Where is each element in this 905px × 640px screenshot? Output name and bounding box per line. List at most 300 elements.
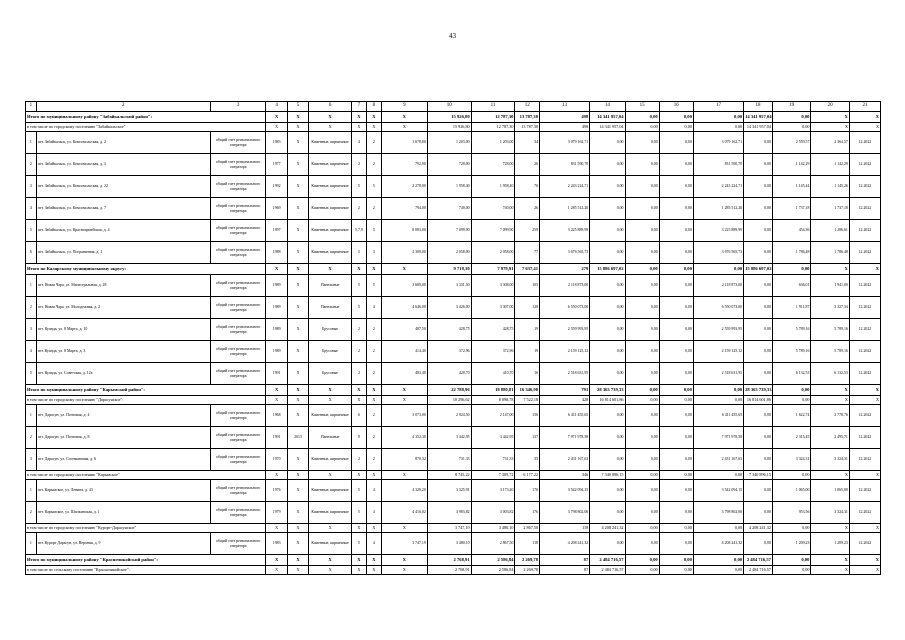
value-cell: 3 324,31 xyxy=(811,502,849,524)
total-row xyxy=(26,112,881,123)
value-cell: 0,00 xyxy=(590,132,625,154)
value-cell: 0,00 xyxy=(744,275,773,297)
value-cell: 0,00 xyxy=(772,396,810,405)
value-cell: 1 209,23 xyxy=(772,533,810,555)
value-cell: X xyxy=(849,471,880,480)
value-cell: 176 xyxy=(515,502,540,524)
value-cell: 0,00 xyxy=(625,405,659,427)
value-cell: 0,00 xyxy=(744,319,773,341)
value-cell: 0,00 xyxy=(625,275,659,297)
value-cell: 870,32 xyxy=(381,449,427,471)
value-cell: 1 622,74 xyxy=(772,405,810,427)
column-number-cell: 13 xyxy=(540,102,590,112)
value-cell: 3 331,50 xyxy=(427,275,471,297)
value-cell: 12.2022 xyxy=(849,132,880,154)
value-cell: 12.2022 xyxy=(849,242,880,264)
address-cell: пгт. Дарасун, ул. Сгоемывчная, д. 6 xyxy=(36,449,210,471)
value-cell: 7 971 978,58 xyxy=(540,427,590,449)
value-cell: 7 979,91 xyxy=(471,264,515,275)
value-cell: X xyxy=(366,385,381,396)
value-cell: X xyxy=(811,566,849,575)
value-cell: 0,00 xyxy=(590,341,625,363)
year-built-cell: 1991 xyxy=(266,427,287,449)
value-cell: X xyxy=(287,264,308,275)
value-cell: 15 926,80 xyxy=(427,112,471,123)
value-cell: 0,00 xyxy=(744,297,773,319)
value-cell: 0,00 xyxy=(659,341,693,363)
value-cell: 8 083,00 xyxy=(381,220,427,242)
value-cell: X xyxy=(811,396,849,405)
address-cell: пгт. Карымское, ул. Ленина, д. 43 xyxy=(36,480,210,502)
value-cell: 0,00 xyxy=(625,220,659,242)
row-number-cell: 6 xyxy=(26,242,37,264)
year-built-cell: 1983 xyxy=(266,533,287,555)
column-number-cell: 8 xyxy=(366,102,381,112)
subtotal-row xyxy=(26,566,881,575)
value-cell: 12.2022 xyxy=(849,480,880,502)
value-cell: 0,00 xyxy=(590,405,625,427)
floors-cell: 5 xyxy=(351,242,366,264)
value-cell: X xyxy=(849,524,880,533)
value-cell: 1 065,00 xyxy=(811,480,849,502)
row-number-cell: 2 xyxy=(26,502,37,524)
value-cell: 0,00 xyxy=(659,297,693,319)
fund-method-cell: общий счет регионального оператора xyxy=(210,198,266,220)
entrances-cell: 4 xyxy=(366,502,381,524)
value-cell: 0,00 xyxy=(772,555,810,566)
value-cell: 12.2022 xyxy=(849,176,880,198)
row-label-cell: Итого по муниципальному району "Карымский район": xyxy=(26,385,266,396)
entrances-cell: 3 xyxy=(366,242,381,264)
table-row xyxy=(26,297,881,319)
address-cell: пгт. Забайкальск, ул. Комсомольская, д. 3 xyxy=(36,154,210,176)
value-cell: 0,00 xyxy=(772,566,810,575)
fund-method-cell: общий счет регионального оператора xyxy=(210,242,266,264)
value-cell: 1 203,00 xyxy=(427,132,471,154)
value-cell: 8 098,78 xyxy=(471,396,515,405)
value-cell: 0,00 xyxy=(625,427,659,449)
value-cell: 0,00 xyxy=(625,566,659,575)
value-cell: 0,00 xyxy=(659,220,693,242)
year-built-cell: 1976 xyxy=(266,480,287,502)
value-cell: 22 788,96 xyxy=(427,385,471,396)
table-row xyxy=(26,480,881,502)
wall-material-cell: Каменные, кирпичные xyxy=(309,176,352,198)
year-built-cell: 1977 xyxy=(266,154,287,176)
entrances-cell: 2 xyxy=(366,319,381,341)
value-cell: 2 431 167,63 xyxy=(693,449,743,471)
value-cell: 3 079 162,71 xyxy=(540,132,590,154)
row-number-cell: 1 xyxy=(26,405,37,427)
value-cell: 2 315,45 xyxy=(772,427,810,449)
value-cell: 13 787,30 xyxy=(515,112,540,123)
value-cell: 14 341 957,04 xyxy=(590,123,625,132)
value-cell: 34 xyxy=(515,132,540,154)
value-cell: 0,00 xyxy=(659,275,693,297)
table-row xyxy=(26,502,881,524)
value-cell: 794,00 xyxy=(381,198,427,220)
wall-material-cell: Каменные, кирпичные xyxy=(309,502,352,524)
value-cell: X xyxy=(309,112,352,123)
value-cell: 26 xyxy=(515,198,540,220)
value-cell: 0,00 xyxy=(625,449,659,471)
address-cell: пгт. Новая Чара, ул. Магистральная, д. 28 xyxy=(36,275,210,297)
value-cell: 3 225 889,99 xyxy=(693,220,743,242)
value-cell: 731,33 xyxy=(427,449,471,471)
fund-method-cell: общий счет регионального оператора xyxy=(210,449,266,471)
floors-cell: 6 xyxy=(351,405,366,427)
value-cell: 3 689,00 xyxy=(381,275,427,297)
value-cell: X xyxy=(366,123,381,132)
value-cell: 0,00 xyxy=(693,566,743,575)
value-cell: 0,00 xyxy=(659,533,693,555)
year-reconstruction-cell: X xyxy=(287,405,308,427)
value-cell: 0,00 xyxy=(625,341,659,363)
value-cell: 12.2022 xyxy=(849,154,880,176)
value-cell: 1 737,18 xyxy=(772,198,810,220)
value-cell: 0,00 xyxy=(659,264,693,275)
column-number-cell: 15 xyxy=(625,102,659,112)
value-cell: 15 886 697,02 xyxy=(744,264,773,275)
value-cell: X xyxy=(381,566,427,575)
entrances-cell: 2 xyxy=(366,363,381,385)
value-cell: X xyxy=(381,385,427,396)
value-cell: X xyxy=(266,471,287,480)
value-cell: 1 209,23 xyxy=(811,533,849,555)
fund-method-cell: общий счет регионального оператора xyxy=(210,132,266,154)
entrances-cell: 5 xyxy=(366,176,381,198)
entrances-cell: 5 xyxy=(366,220,381,242)
row-number-cell: 3 xyxy=(26,319,37,341)
value-cell: 2 364,57 xyxy=(811,132,849,154)
value-cell: 1 285 512,20 xyxy=(540,198,590,220)
value-cell: X xyxy=(381,112,427,123)
value-cell: 0,00 xyxy=(590,154,625,176)
subtotal-row xyxy=(26,471,881,480)
value-cell: 1 786,48 xyxy=(772,242,810,264)
address-cell: пгт. Дарасун, ул. Почтовая, д. 4 xyxy=(36,405,210,427)
year-built-cell: 1970 xyxy=(266,449,287,471)
value-cell: 1 678,00 xyxy=(381,132,427,154)
value-cell: 12.2022 xyxy=(849,275,880,297)
wall-material-cell: Каменные, кирпичные xyxy=(309,220,352,242)
value-cell: 3 308,00 xyxy=(471,275,515,297)
row-label-cell: в том числе по городскому поселению "Курорт-Дарасунское" xyxy=(26,524,266,533)
value-cell: 1 911,87 xyxy=(772,297,810,319)
value-cell: X xyxy=(849,385,880,396)
wall-material-cell: Каменные, кирпичные xyxy=(309,449,352,471)
value-cell: 19 xyxy=(515,341,540,363)
value-cell: 0,00 xyxy=(659,385,693,396)
value-cell: X xyxy=(811,123,849,132)
value-cell: 2 559 993,95 xyxy=(540,319,590,341)
year-reconstruction-cell: X xyxy=(287,319,308,341)
address-cell: пгт. Забайкальск, ул. Красноармейская, д. 4 xyxy=(36,220,210,242)
value-cell: 1 142,29 xyxy=(811,154,849,176)
table-row xyxy=(26,154,881,176)
wall-material-cell: Каменные, кирпичные xyxy=(309,242,352,264)
value-cell: 0,00 xyxy=(772,471,810,480)
value-cell: 731,33 xyxy=(471,449,515,471)
value-cell: 346 xyxy=(540,471,590,480)
value-cell: 0,00 xyxy=(659,471,693,480)
row-number-cell: 2 xyxy=(26,427,37,449)
value-cell: 0,00 xyxy=(744,363,773,385)
value-cell: 2 867,50 xyxy=(515,524,540,533)
value-cell: 0,00 xyxy=(693,555,743,566)
row-label-cell: Итого по муниципальному району "Забайкальский район": xyxy=(26,112,266,123)
value-cell: 454,36 xyxy=(772,220,810,242)
value-cell: 3 003,82 xyxy=(471,502,515,524)
fund-method-cell: общий счет регионального оператора xyxy=(210,480,266,502)
value-cell: 0,00 xyxy=(625,396,659,405)
value-cell: X xyxy=(811,555,849,566)
value-cell: X xyxy=(351,264,366,275)
fund-method-cell: общий счет регионального оператора xyxy=(210,297,266,319)
value-cell: 3 327,34 xyxy=(811,297,849,319)
value-cell: 28 363 739,33 xyxy=(590,385,625,396)
value-cell: 0,00 xyxy=(659,427,693,449)
value-cell: 791 xyxy=(540,385,590,396)
row-number-cell: 2 xyxy=(26,154,37,176)
value-cell: 3 676 565,73 xyxy=(540,242,590,264)
value-cell: 12.2022 xyxy=(849,405,880,427)
year-reconstruction-cell: X xyxy=(287,297,308,319)
value-cell: X xyxy=(381,123,427,132)
value-cell: 12.2022 xyxy=(849,341,880,363)
value-cell: 0,00 xyxy=(590,533,625,555)
value-cell: 7 340 896,15 xyxy=(744,471,773,480)
row-number-cell: 4 xyxy=(26,341,37,363)
value-cell: 3 079 162,71 xyxy=(693,132,743,154)
value-cell: 3 542 094,15 xyxy=(693,480,743,502)
column-number-cell: 14 xyxy=(590,102,625,112)
column-number-cell: 9 xyxy=(381,102,427,112)
floors-cell: 5 xyxy=(351,533,366,555)
value-cell: 0,00 xyxy=(659,123,693,132)
value-cell: 6 411 455,65 xyxy=(693,405,743,427)
address-cell: пгт. Куанда, ул. 8 Марта, д. 3 xyxy=(36,341,210,363)
floors-cell: 2 xyxy=(351,154,366,176)
value-cell: 77 xyxy=(515,242,540,264)
value-cell: 0,00 xyxy=(625,132,659,154)
value-cell: 728,00 xyxy=(471,154,515,176)
column-number-cell: 2 xyxy=(36,102,210,112)
year-reconstruction-cell: X xyxy=(287,242,308,264)
value-cell: X xyxy=(309,566,352,575)
value-cell: 6 177,22 xyxy=(515,471,540,480)
value-cell: X xyxy=(309,555,352,566)
value-cell: 2 586,84 xyxy=(471,555,515,566)
row-number-cell: 1 xyxy=(26,275,37,297)
value-cell: 3 225 889,99 xyxy=(540,220,590,242)
table-row xyxy=(26,363,881,385)
value-cell: X xyxy=(266,566,287,575)
value-cell: 0,00 xyxy=(590,319,625,341)
value-cell: 4 646,00 xyxy=(381,297,427,319)
value-cell: 7 309,72 xyxy=(471,471,515,480)
value-cell: 0,00 xyxy=(625,198,659,220)
entrances-cell: 4 xyxy=(366,480,381,502)
value-cell: X xyxy=(366,566,381,575)
year-reconstruction-cell: X xyxy=(287,132,308,154)
value-cell: 740,00 xyxy=(427,198,471,220)
value-cell: 7 340 896,15 xyxy=(590,471,625,480)
value-cell: 118 xyxy=(515,533,540,555)
value-cell: 2 484 716,57 xyxy=(590,566,625,575)
fund-method-cell: общий счет регионального оператора xyxy=(210,176,266,198)
value-cell: 1 203,00 xyxy=(471,132,515,154)
value-cell: 3 798 802,00 xyxy=(693,502,743,524)
fund-method-cell: общий счет регионального оператора xyxy=(210,319,266,341)
value-cell: X xyxy=(381,555,427,566)
value-cell: 728,00 xyxy=(427,154,471,176)
subtotal-row xyxy=(26,524,881,533)
value-cell: 0,00 xyxy=(659,176,693,198)
value-cell: 2 147,00 xyxy=(471,405,515,427)
year-built-cell: 1969 xyxy=(266,198,287,220)
value-cell: 4 416,02 xyxy=(381,502,427,524)
value-cell: 120 xyxy=(515,297,540,319)
value-cell: X xyxy=(351,112,366,123)
value-cell: 428,75 xyxy=(427,319,471,341)
address-cell: пгт. Новая Чара, ул. Молодежная, д. 2 xyxy=(36,297,210,319)
year-reconstruction-cell: X xyxy=(287,341,308,363)
table-row xyxy=(26,220,881,242)
value-cell: 6 550 073,00 xyxy=(540,297,590,319)
value-cell: X xyxy=(351,123,366,132)
value-cell: X xyxy=(287,524,308,533)
value-cell: 7 099,90 xyxy=(471,220,515,242)
value-cell: 3 442,95 xyxy=(471,427,515,449)
value-cell: 0,00 xyxy=(625,555,659,566)
value-cell: 0,00 xyxy=(590,275,625,297)
value-cell: 0,00 xyxy=(659,405,693,427)
value-cell: 2 768,91 xyxy=(427,555,471,566)
value-cell: 87 xyxy=(540,566,590,575)
value-cell: 4 329,20 xyxy=(381,480,427,502)
value-cell: 0,00 xyxy=(625,242,659,264)
value-cell: 4 208 241,32 xyxy=(540,533,590,555)
table-row xyxy=(26,198,881,220)
value-cell: 156 xyxy=(515,405,540,427)
value-cell: 5 789,16 xyxy=(811,319,849,341)
value-cell: 2 118 873,00 xyxy=(540,275,590,297)
value-cell: 26 xyxy=(515,154,540,176)
value-cell: X xyxy=(309,123,352,132)
floors-cell: 2 xyxy=(351,341,366,363)
value-cell: X xyxy=(366,555,381,566)
column-number-cell: 11 xyxy=(471,102,515,112)
value-cell: 0,00 xyxy=(590,363,625,385)
value-cell: X xyxy=(366,524,381,533)
column-number-cell: 21 xyxy=(849,102,880,112)
address-cell: пгт. Куанда, ул. Советская, д. 12а xyxy=(36,363,210,385)
value-cell: 2 278,00 xyxy=(381,176,427,198)
value-cell: 0,00 xyxy=(625,112,659,123)
value-cell: 12 787,30 xyxy=(471,123,515,132)
value-cell: 0,00 xyxy=(590,220,625,242)
value-cell: 0,00 xyxy=(659,566,693,575)
value-cell: 3 307,00 xyxy=(471,297,515,319)
value-cell: 5 789,16 xyxy=(772,341,810,363)
year-reconstruction-cell: X xyxy=(287,533,308,555)
year-built-cell: 1991 xyxy=(266,363,287,385)
year-built-cell: 1992 xyxy=(266,176,287,198)
capital-repair-table xyxy=(25,101,881,575)
value-cell: 1 786,48 xyxy=(811,242,849,264)
value-cell: X xyxy=(811,471,849,480)
value-cell: 0,00 xyxy=(659,154,693,176)
value-cell: X xyxy=(366,112,381,123)
value-cell: X xyxy=(351,471,366,480)
value-cell: 176 xyxy=(515,480,540,502)
value-cell: 35 xyxy=(515,449,540,471)
floors-cell: 5 xyxy=(351,275,366,297)
value-cell: X xyxy=(366,471,381,480)
value-cell: 14 341 957,04 xyxy=(590,112,625,123)
table-row xyxy=(26,132,881,154)
table-row xyxy=(26,533,881,555)
value-cell: 0,00 xyxy=(693,471,743,480)
value-cell: 6 550 073,00 xyxy=(693,297,743,319)
column-number-cell: 20 xyxy=(811,102,849,112)
value-cell: X xyxy=(351,396,366,405)
value-cell: 28 363 739,33 xyxy=(744,385,773,396)
value-cell: 15 886 697,02 xyxy=(590,264,625,275)
value-cell: 0,00 xyxy=(625,480,659,502)
column-number-cell: 19 xyxy=(772,102,810,112)
floors-cell: 5 xyxy=(351,297,366,319)
value-cell: 3 324,31 xyxy=(811,449,849,471)
total-row xyxy=(26,264,881,275)
value-cell: X xyxy=(287,123,308,132)
table-row xyxy=(26,275,881,297)
row-number-cell: 4 xyxy=(26,198,37,220)
year-reconstruction-cell: X xyxy=(287,154,308,176)
value-cell: 2 269,78 xyxy=(515,555,540,566)
value-cell: 0,00 xyxy=(590,176,625,198)
value-cell: X xyxy=(351,524,366,533)
value-cell: 0,00 xyxy=(659,449,693,471)
year-built-cell: 1988 xyxy=(266,242,287,264)
value-cell: 3 442,95 xyxy=(427,427,471,449)
value-cell: 0,00 xyxy=(693,123,743,132)
value-cell: 3 325,91 xyxy=(427,480,471,502)
value-cell: 0,00 xyxy=(693,396,743,405)
value-cell: 259 xyxy=(515,220,540,242)
value-cell: X xyxy=(266,123,287,132)
value-cell: 0,00 xyxy=(744,176,773,198)
value-cell: 12.2022 xyxy=(849,319,880,341)
value-cell: 3 480,10 xyxy=(427,533,471,555)
row-number-cell: 1 xyxy=(26,480,37,502)
value-cell: 3 324,31 xyxy=(772,449,810,471)
value-cell: 0,00 xyxy=(744,449,773,471)
value-cell: 1 065,00 xyxy=(772,480,810,502)
table-row xyxy=(26,242,881,264)
row-number-cell: 1 xyxy=(26,533,37,555)
row-label-cell: Итого по Каларскому муниципальному округу: xyxy=(26,264,266,275)
value-cell: 2 159 125,12 xyxy=(693,341,743,363)
value-cell: 4 208 241,32 xyxy=(693,533,743,555)
value-cell: X xyxy=(351,555,366,566)
value-cell: X xyxy=(266,555,287,566)
value-cell: 12.2022 xyxy=(849,297,880,319)
value-cell: X xyxy=(381,471,427,480)
value-cell: X xyxy=(366,396,381,405)
year-built-cell: 1979 xyxy=(266,502,287,524)
